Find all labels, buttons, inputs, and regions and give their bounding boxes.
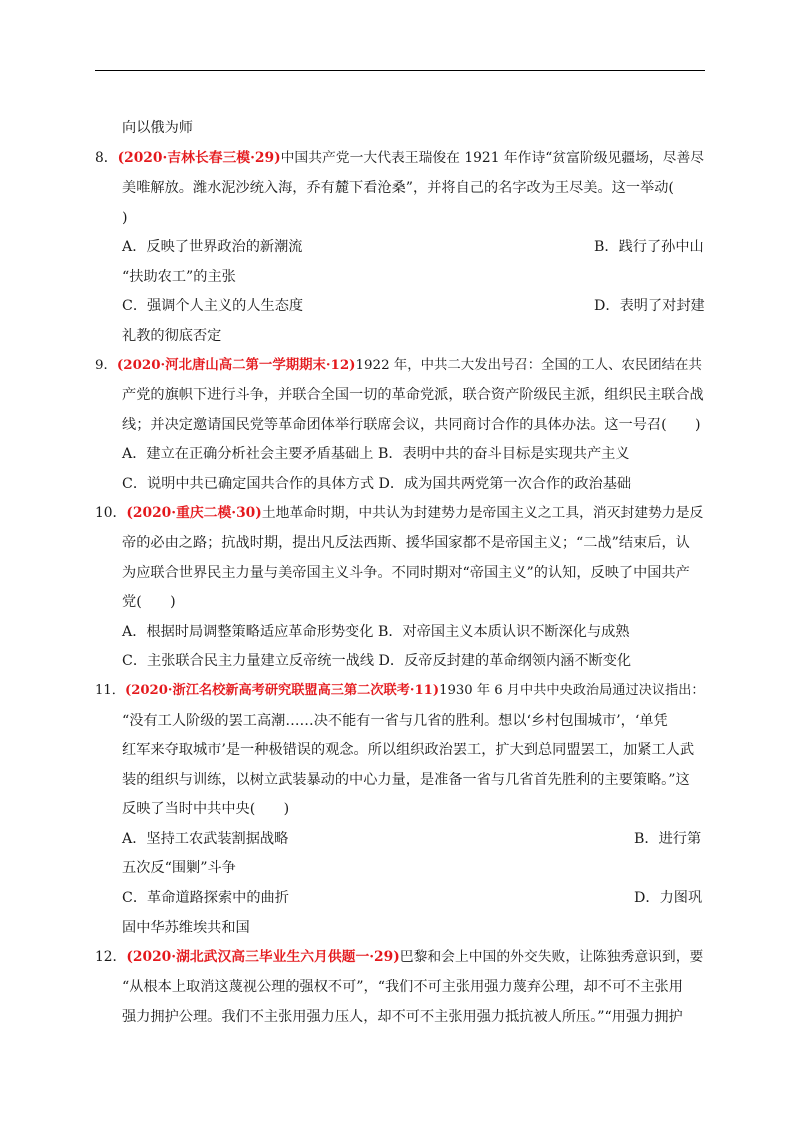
option-b-cont: “扶助农工”的主张 [122, 269, 236, 285]
option-b: B．进行第 [634, 831, 702, 847]
question-source: (2020·吉林长春三模·29) [117, 150, 281, 166]
question-text: 中国共产党一大代表王瑞俊在 1921 年作诗“贫富阶级见疆场，尽善尽 [280, 150, 705, 166]
question-11-line-1 [95, 681, 705, 701]
options-cd: C．主张联合民主力量建立反帝统一战线 D．反帝反封建的革命纲领内涵不断变化 [122, 653, 632, 669]
question-source: (2020·湖北武汉高三毕业生六月供题一·29) [126, 949, 400, 965]
question-number: 12． [95, 949, 127, 965]
header-rule [95, 70, 705, 71]
question-8-line-1 [95, 148, 704, 168]
question-9-line-1 [95, 355, 702, 376]
question-text: 1922 年，中共二大发出号召：全国的工人、农民团结在共 [355, 358, 702, 373]
options-ab: A．根据时局调整策略适应革命形势变化 B．对帝国主义本质认识不断深化与成熟 [122, 624, 630, 640]
question-number: 11． [95, 683, 125, 698]
question-9-line-2: 产党的旗帜下进行斗争，并联合全国一切的革命党派，联合资产阶级民主派，组织民主联合战 [122, 387, 704, 403]
question-source: (2020·河北唐山高二第一学期期末·12) [116, 357, 356, 373]
question-text: 土地革命时期，中共认为封建势力是帝国主义之工具，消灭封建势力是反 [261, 505, 704, 521]
options-cd: C．说明中共已确定国共合作的具体方式 D．成为国共两党第一次合作的政治基础 [122, 476, 632, 492]
question-12-line-1 [95, 947, 703, 967]
option-d: D．力图巩 [634, 890, 703, 906]
question-11-line-3: 红军来夺取城市’是一种极错误的观念。所以组织政治罢工，扩大到总同盟罢工，加紧工人武 [122, 742, 695, 758]
question-text: 巴黎和会上中国的外交失败，让陈独秀意识到，要 [399, 949, 704, 965]
question-11-line-2: “没有工人阶级的罢工高潮……决不能有一省与几省的胜利。想以‘乡村包围城市’，‘单凭 [122, 713, 668, 729]
question-11-line-5: 反映了当时中共中央( ) [122, 801, 290, 817]
option-d-cont: 固中华苏维埃共和国 [122, 920, 250, 936]
option-c: C．强调个人主义的人生态度 [122, 298, 304, 314]
question-number: 10． [95, 505, 127, 521]
question-number: 8． [95, 150, 118, 166]
option-d-cont: 礼教的彻底否定 [122, 328, 222, 344]
question-number: 9． [95, 358, 117, 373]
options-ab: A．建立在正确分析社会主要矛盾基础上 B．表明中共的奋斗目标是实现共产主义 [122, 446, 630, 462]
question-text: 1930 年 6 月中共中央政治局通过决议指出： [439, 683, 705, 698]
question-8-line-3: ) [122, 210, 128, 226]
option-a: A．坚持工农武装割据战略 [122, 831, 289, 847]
question-8-line-2: 美唯解放。潍水泥沙统入海，乔有麓下看沧桑”，并将自己的名字改为王尽美。这一举动( [122, 180, 674, 196]
question-12-line-2: “从根本上取消这蔑视公理的强权不可”，“我们不可主张用强力蔑弃公理，却不可不主张用 [122, 979, 683, 995]
question-10-line-4: 党( ) [122, 594, 176, 610]
option-d: D．表明了对封建 [594, 298, 705, 314]
text-line: 向以俄为师 [122, 120, 193, 136]
option-b: B．践行了孙中山 [594, 239, 704, 255]
question-10-line-3: 为应联合世界民主力量与美帝国主义斗争。不同时期对“帝国主义”的认知，反映了中国共产 [122, 565, 690, 581]
question-10-line-2: 帝的必由之路；抗战时期，提出凡反法西斯、援华国家都不是帝国主义；“二战”结束后，认 [122, 535, 690, 551]
option-a: A．反映了世界政治的新潮流 [122, 239, 303, 255]
question-12-line-3: 强力拥护公理。我们不主张用强力压人，却不可不主张用强力抵抗被人所压。”“用强力拥护 [122, 1009, 683, 1025]
question-source: (2020·浙江名校新高考研究联盟高三第二次联考·11) [124, 683, 440, 698]
option-c: C．革命道路探索中的曲折 [122, 890, 289, 906]
question-source: (2020·重庆二模·30) [126, 505, 262, 521]
question-9-line-3: 线；并决定邀请国民党等革命团体举行联席会议，共同商讨合作的具体办法。这一号召( ) [122, 417, 701, 433]
question-10-line-1 [95, 503, 703, 523]
question-11-line-4: 装的组织与训练，以树立武装暴动的中心力量，是准备一省与几省首先胜利的主要策略。”这 [122, 772, 690, 788]
option-b-cont: 五次反“围剿”斗争 [122, 860, 236, 876]
